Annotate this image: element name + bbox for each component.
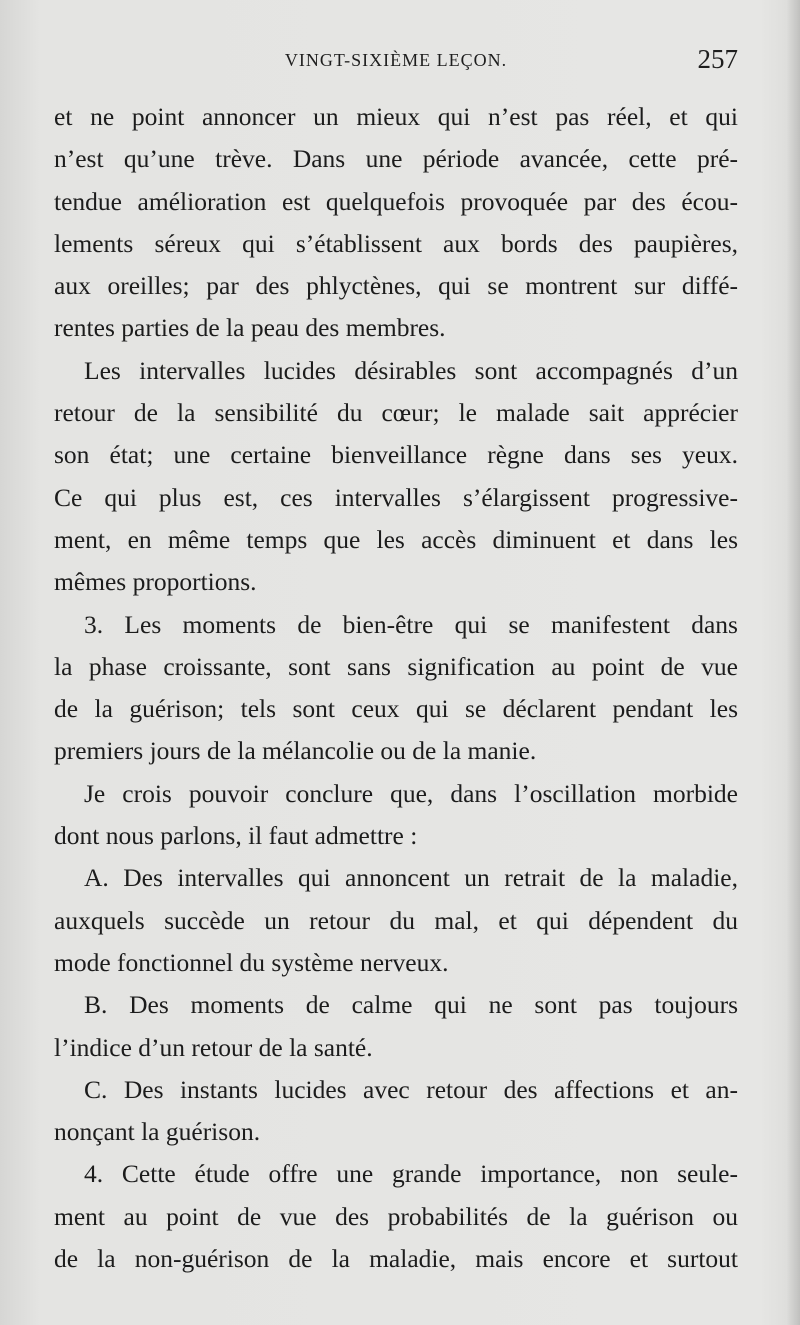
text-line: B. Des moments de calme qui ne sont pas toujours [84, 990, 738, 1020]
text-line: la phase croissante, sont sans signification au point de vue [54, 651, 738, 681]
text-line: 3. Les moments de bien-être qui se manifestent dans [84, 609, 738, 639]
text-line: Les intervalles lucides désirables sont accompagnés d’un [84, 355, 738, 385]
running-head: VINGT-SIXIÈME LEÇON. [284, 50, 508, 70]
text-line: mode fonctionnel du système nerveux. [54, 947, 449, 977]
text-line: de la guérison; tels sont ceux qui se déclarent pendant les [54, 694, 738, 724]
text-line: de la non-guérison de la maladie, mais encore et surtout [54, 1244, 738, 1274]
text-line: nonçant la guérison. [54, 1117, 261, 1147]
text-line: auxquels succède un retour du mal, et qui dépendent du [54, 905, 738, 935]
text-line: ment, en même temps que les accès diminuent et dans les [54, 524, 738, 554]
text-line: dont nous parlons, il faut admettre : [54, 821, 418, 851]
text-line: A. Des intervalles qui annoncent un retrait de la maladie, [84, 863, 738, 893]
text-line: n’est qu’une trève. Dans une période avancée, cette pré- [54, 144, 738, 174]
text-line: 4. Cette étude offre une grande importance, non seule- [84, 1159, 738, 1189]
text-line: l’indice d’un retour de la santé. [54, 1032, 373, 1062]
text-line: mêmes proportions. [54, 567, 257, 597]
text-line: ment au point de vue des probabilités de la guérison ou [54, 1201, 738, 1231]
text-line: et ne point annoncer un mieux qui n’est pas réel, et qui [54, 102, 738, 131]
page-header [54, 44, 738, 84]
page-edge-shadow [786, 0, 800, 1325]
text-line: Je crois pouvoir conclure que, dans l’oscillation morbide [84, 778, 738, 808]
text-line: premiers jours de la mélancolie ou de la manie. [54, 736, 537, 766]
text-line: tendue amélioration est quelquefois provoquée par des écou- [54, 186, 738, 216]
text-line: lements séreux qui s’établissent aux bords des paupières, [54, 228, 738, 258]
text-line: C. Des instants lucides avec retour des affections et an- [84, 1074, 738, 1104]
text-line: rentes parties de la peau des membres. [54, 313, 446, 343]
text-line: Ce qui plus est, ces intervalles s’élargissent progressive- [54, 482, 738, 512]
text-line: retour de la sensibilité du cœur; le malade sait apprécier [54, 398, 738, 428]
page-number: 257 [697, 44, 738, 74]
body-text [54, 96, 738, 1280]
text-line: son état; une certaine bienveillance règne dans ses yeux. [54, 440, 738, 470]
text-line: aux oreilles; par des phlyctènes, qui se montrent sur diffé- [54, 271, 738, 301]
